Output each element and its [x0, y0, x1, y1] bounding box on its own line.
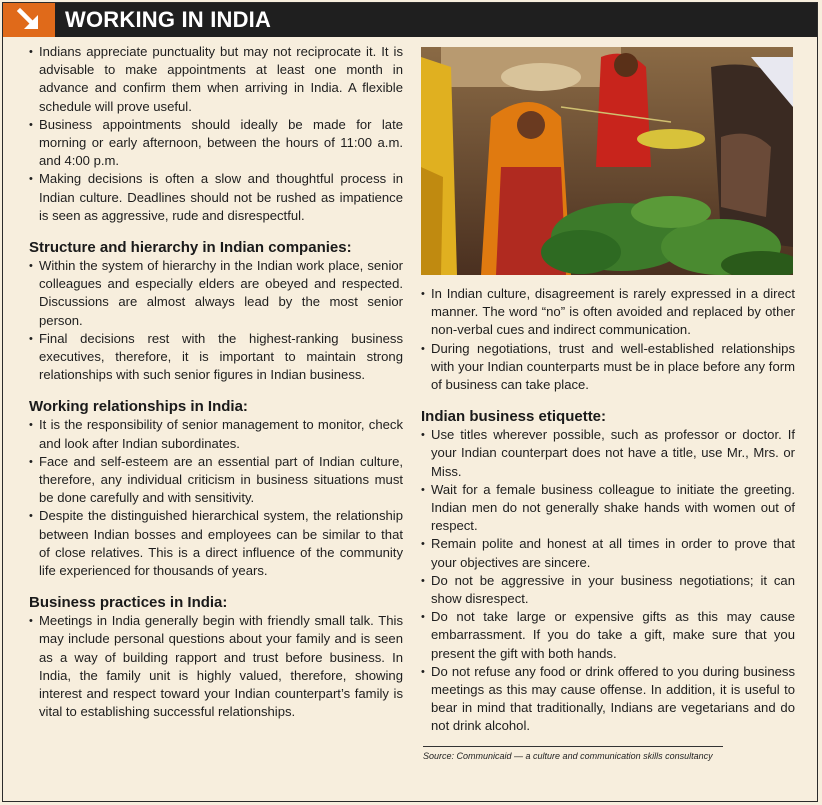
section-heading-relationships: Working relationships in India:	[29, 398, 248, 416]
section-heading-structure: Structure and hierarchy in Indian companies:	[29, 239, 352, 257]
source-divider	[423, 746, 723, 747]
structure-list	[29, 257, 403, 384]
list-item: • Final decisions rest with the highest-ranking business executives, therefore, it is important to maintain strong relationships with such senior figures in Indian business.	[29, 330, 403, 385]
page-title: WORKING IN INDIA	[65, 7, 272, 32]
list-item: • Face and self-esteem are an essential part of Indian culture, therefore, any individual criticism in business situations must be done carefully and with sensitivity.	[29, 453, 403, 508]
list-item: • Use titles wherever possible, such as professor or doctor. If your Indian counterpart does not have a title, use Mr., Mrs. or Miss.	[421, 426, 795, 481]
article-header	[3, 3, 817, 37]
list-item: • Business appointments should ideally be made for late morning or early afternoon, between the hours of 11:00 a.m. and 4:00 p.m.	[29, 116, 403, 171]
list-item: • Remain polite and honest at all times in order to prove that your objectives are sincere.	[421, 535, 795, 571]
list-item: • Indians appreciate punctuality but may not reciprocate it. It is advisable to make appointments at least one month in advance and confirm them when arriving in India. A flexible schedule will prove useful.	[29, 43, 403, 116]
arrow-down-right-icon	[3, 3, 55, 37]
intro-list	[29, 43, 403, 225]
list-item: • Do not take large or expensive gifts as this may cause embarrassment. If you do take a gift, make sure that you present the gift with both hands.	[421, 608, 795, 663]
section-heading-etiquette: Indian business etiquette:	[421, 408, 607, 426]
list-item: • Meetings in India generally begin with friendly small talk. This may include personal questions about your family and is seen as a way of building rapport and trust before business. In India, the family unit is highly valued, therefore, showing interest and respect toward your Indian counterpart’s family is vital to establishing successful relationships.	[29, 612, 403, 721]
left-column	[29, 43, 403, 722]
relationships-list	[29, 416, 403, 580]
list-item: • Making decisions is often a slow and thoughtful process in Indian culture. Deadlines should not be rushed as impatience is seen as aggressive, rude and disrespectful.	[29, 170, 403, 225]
list-item: • It is the responsibility of senior management to monitor, check and look after Indian subordinates.	[29, 416, 403, 452]
list-item: • Wait for a female business colleague to initiate the greeting. Indian men do not generally shake hands with women out of respect.	[421, 481, 795, 536]
list-item: • Do not be aggressive in your business negotiations; it can show disrespect.	[421, 572, 795, 608]
practices-list	[29, 612, 403, 721]
list-item: • In Indian culture, disagreement is rarely expressed in a direct manner. The word “no” is often avoided and replaced by other non-verbal cues and indirect communication.	[421, 285, 795, 340]
right-column	[421, 47, 795, 761]
market-photo	[421, 47, 793, 275]
section-heading-practices: Business practices in India:	[29, 594, 228, 612]
article-frame	[2, 2, 818, 802]
source-credit: Source: Communicaid — a culture and communication skills consultancy	[423, 750, 713, 761]
list-item: • Despite the distinguished hierarchical system, the relationship between Indian bosses and employees can be similar to that of close relatives. This is a direct influence of the community life experienced for thousands of years.	[29, 507, 403, 580]
negotiation-list	[421, 285, 795, 394]
list-item: • During negotiations, trust and well-established relationships with your Indian counterparts must be in place before any form of business can take place.	[421, 340, 795, 395]
list-item: • Within the system of hierarchy in the Indian work place, senior colleagues and especially elders are obeyed and respected. Discussions are almost always lead by the most senior person.	[29, 257, 403, 330]
list-item: • Do not refuse any food or drink offered to you during business meetings as this may cause offense. In addition, it is useful to bear in mind that traditionally, Indians are vegetarians and do not drink alcohol.	[421, 663, 795, 736]
etiquette-list	[421, 426, 795, 735]
